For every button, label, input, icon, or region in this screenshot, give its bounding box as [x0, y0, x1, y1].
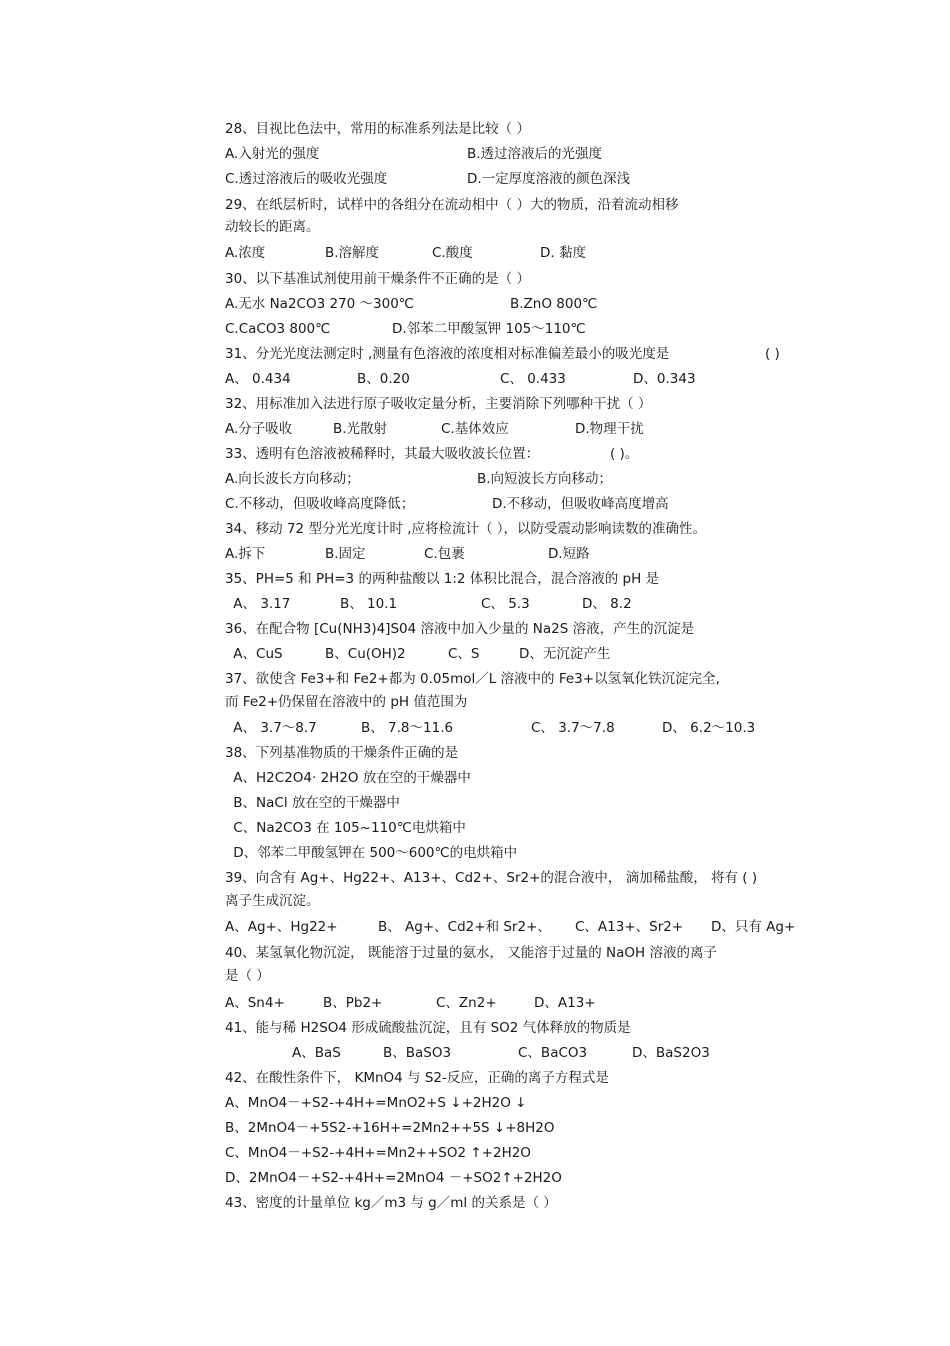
option-text: A.无水 Na2CO3 270 ～300℃	[225, 296, 414, 312]
option-text: C.透过溶液后的吸收光强度	[225, 171, 388, 187]
option-text: D.不移动，但吸收峰高度增高	[492, 496, 669, 512]
text-line: 37、欲使含 Fe3+和 Fe2+都为 0.05mol／L 溶液中的 Fe3+以氢氧化铁沉淀完全,	[225, 671, 720, 687]
option-text: A、Sn4+	[225, 995, 285, 1011]
text-line: C、MnO4－+S2-+4H+=Mn2++SO2 ↑+2H2O	[225, 1145, 531, 1161]
option-text: ( )	[765, 346, 780, 362]
text-line: D、2MnO4－+S2-+4H+=2MnO4 －+SO2↑+2H2O	[225, 1170, 562, 1186]
option-text: C.酸度	[432, 245, 473, 261]
option-text: A、Ag+、Hg22+	[225, 919, 338, 935]
text-line: 42、在酸性条件下， KMnO4 与 S2-反应，正确的离子方程式是	[225, 1070, 609, 1086]
text-line: 43、密度的计量单位 kg／m3 与 g／ml 的关系是（ ）	[225, 1195, 557, 1211]
option-text: C、 3.7～7.8	[531, 720, 615, 736]
option-text: C、BaCO3	[518, 1045, 588, 1061]
option-text: D、 6.2～10.3	[662, 720, 756, 736]
option-text: C、A13+、Sr2+	[575, 919, 684, 935]
option-text: C.包裹	[424, 546, 465, 562]
option-text: D、 8.2	[582, 596, 632, 612]
option-text: A.分子吸收	[225, 421, 293, 437]
option-text: C、 0.433	[500, 371, 566, 387]
text-line: 38、下列基准物质的干燥条件正确的是	[225, 745, 459, 761]
text-line: A、H2C2O4· 2H2O 放在空的干燥器中	[229, 770, 471, 786]
option-text: B.光散射	[333, 421, 388, 437]
text-line: 而 Fe2+仍保留在溶液中的 pH 值范围为	[225, 694, 468, 710]
text-line: 34、移动 72 型分光光度计时 ,应将检流计（ ），以防受震动影响读数的准确性。	[225, 521, 707, 537]
option-text: D、0.343	[633, 371, 696, 387]
option-text: A.入射光的强度	[225, 146, 320, 162]
option-text: D.一定厚度溶液的颜色深浅	[467, 171, 631, 187]
option-text: A.向长波长方向移动；	[225, 471, 360, 487]
text-line: 是（ ）	[225, 968, 270, 984]
option-text: D、BaS2O3	[632, 1045, 710, 1061]
text-line: 36、在配合物 [Cu(NH3)4]S04 溶液中加入少量的 Na2S 溶液，产生的沉淀是	[225, 621, 695, 637]
option-text: C、 5.3	[481, 596, 530, 612]
option-text: D、只有 Ag+	[711, 919, 796, 935]
text-line: 35、PH=5 和 PH=3 的两种盐酸以 1:2 体积比混合，混合溶液的 pH 是	[225, 571, 660, 587]
option-text: A、 3.7～8.7	[229, 720, 317, 736]
option-text: D.短路	[548, 546, 590, 562]
option-text: B.向短波长方向移动；	[477, 471, 613, 487]
option-text: B、 Ag+、Cd2+和 Sr2+、	[378, 919, 551, 935]
option-text: 33、透明有色溶液被稀释时，其最大吸收波长位置：	[225, 446, 540, 462]
text-line: 离子生成沉淀。	[225, 893, 320, 909]
option-text: B.溶解度	[325, 245, 380, 261]
text-line: B、NaCl 放在空的干燥器中	[229, 795, 400, 811]
option-text: A.拆下	[225, 546, 266, 562]
option-text: B、 7.8～11.6	[361, 720, 454, 736]
option-text: D、无沉淀产生	[519, 646, 611, 662]
option-text: C、Zn2+	[436, 995, 497, 1011]
option-text: B.ZnO 800℃	[510, 296, 598, 312]
option-text: C.CaCO3 800℃	[225, 321, 331, 337]
option-text: D. 黏度	[540, 245, 586, 261]
text-line: 39、向含有 Ag+、Hg22+、A13+、Cd2+、Sr2+的混合液中， 滴加稀盐酸， 将有 ( )	[225, 870, 758, 886]
text-line: B、2MnO4－+5S2-+16H+=2Mn2++5S ↓+8H2O	[225, 1120, 555, 1136]
option-text: C.不移动，但吸收峰高度降低；	[225, 496, 415, 512]
option-text: D.邻苯二甲酸氢钾 105～110℃	[392, 321, 586, 337]
text-line: 动较长的距离。	[225, 219, 320, 235]
option-text: B.固定	[325, 546, 366, 562]
option-text: A、CuS	[229, 646, 283, 662]
text-line: D、邻苯二甲酸氢钾在 500～600℃的电烘箱中	[229, 845, 518, 861]
option-text: B、Pb2+	[323, 995, 383, 1011]
option-text: D.物理干扰	[575, 421, 644, 437]
option-text: C、S	[448, 646, 480, 662]
option-text: A、BaS	[292, 1045, 341, 1061]
text-line: A、MnO4－+S2-+4H+=MnO2+S ↓+2H2O ↓	[225, 1095, 527, 1111]
option-text: B、 10.1	[340, 596, 398, 612]
option-text: ( )。	[610, 446, 639, 462]
option-text: B、BaSO3	[383, 1045, 452, 1061]
text-line: 41、能与稀 H2SO4 形成硫酸盐沉淀，且有 SO2 气体释放的物质是	[225, 1020, 631, 1036]
option-text: C.基体效应	[441, 421, 509, 437]
text-line: 40、某氢氧化物沉淀， 既能溶于过量的氨水， 又能溶于过量的 NaOH 溶液的离子	[225, 945, 717, 961]
option-text: A.浓度	[225, 245, 266, 261]
text-line: 30、以下基准试剂使用前干燥条件不正确的是（ ）	[225, 271, 530, 287]
option-text: B.透过溶液后的光强度	[467, 146, 603, 162]
option-text: A、 3.17	[229, 596, 291, 612]
option-text: A、 0.434	[225, 371, 291, 387]
option-text: B、Cu(OH)2	[325, 646, 406, 662]
option-text: D、A13+	[534, 995, 596, 1011]
text-line: 29、在纸层析时，试样中的各组分在流动相中（ ）大的物质，沿着流动相移	[225, 197, 679, 213]
option-text: 31、分光光度法测定时 ,测量有色溶液的浓度相对标准偏差最小的吸光度是	[225, 346, 670, 362]
text-line: C、Na2CO3 在 105~110℃电烘箱中	[229, 820, 466, 836]
text-line: 28、目视比色法中，常用的标准系列法是比较（ ）	[225, 121, 530, 137]
text-line: 32、用标准加入法进行原子吸收定量分析，主要消除下列哪种干扰（ ）	[225, 396, 652, 412]
option-text: B、0.20	[357, 371, 410, 387]
